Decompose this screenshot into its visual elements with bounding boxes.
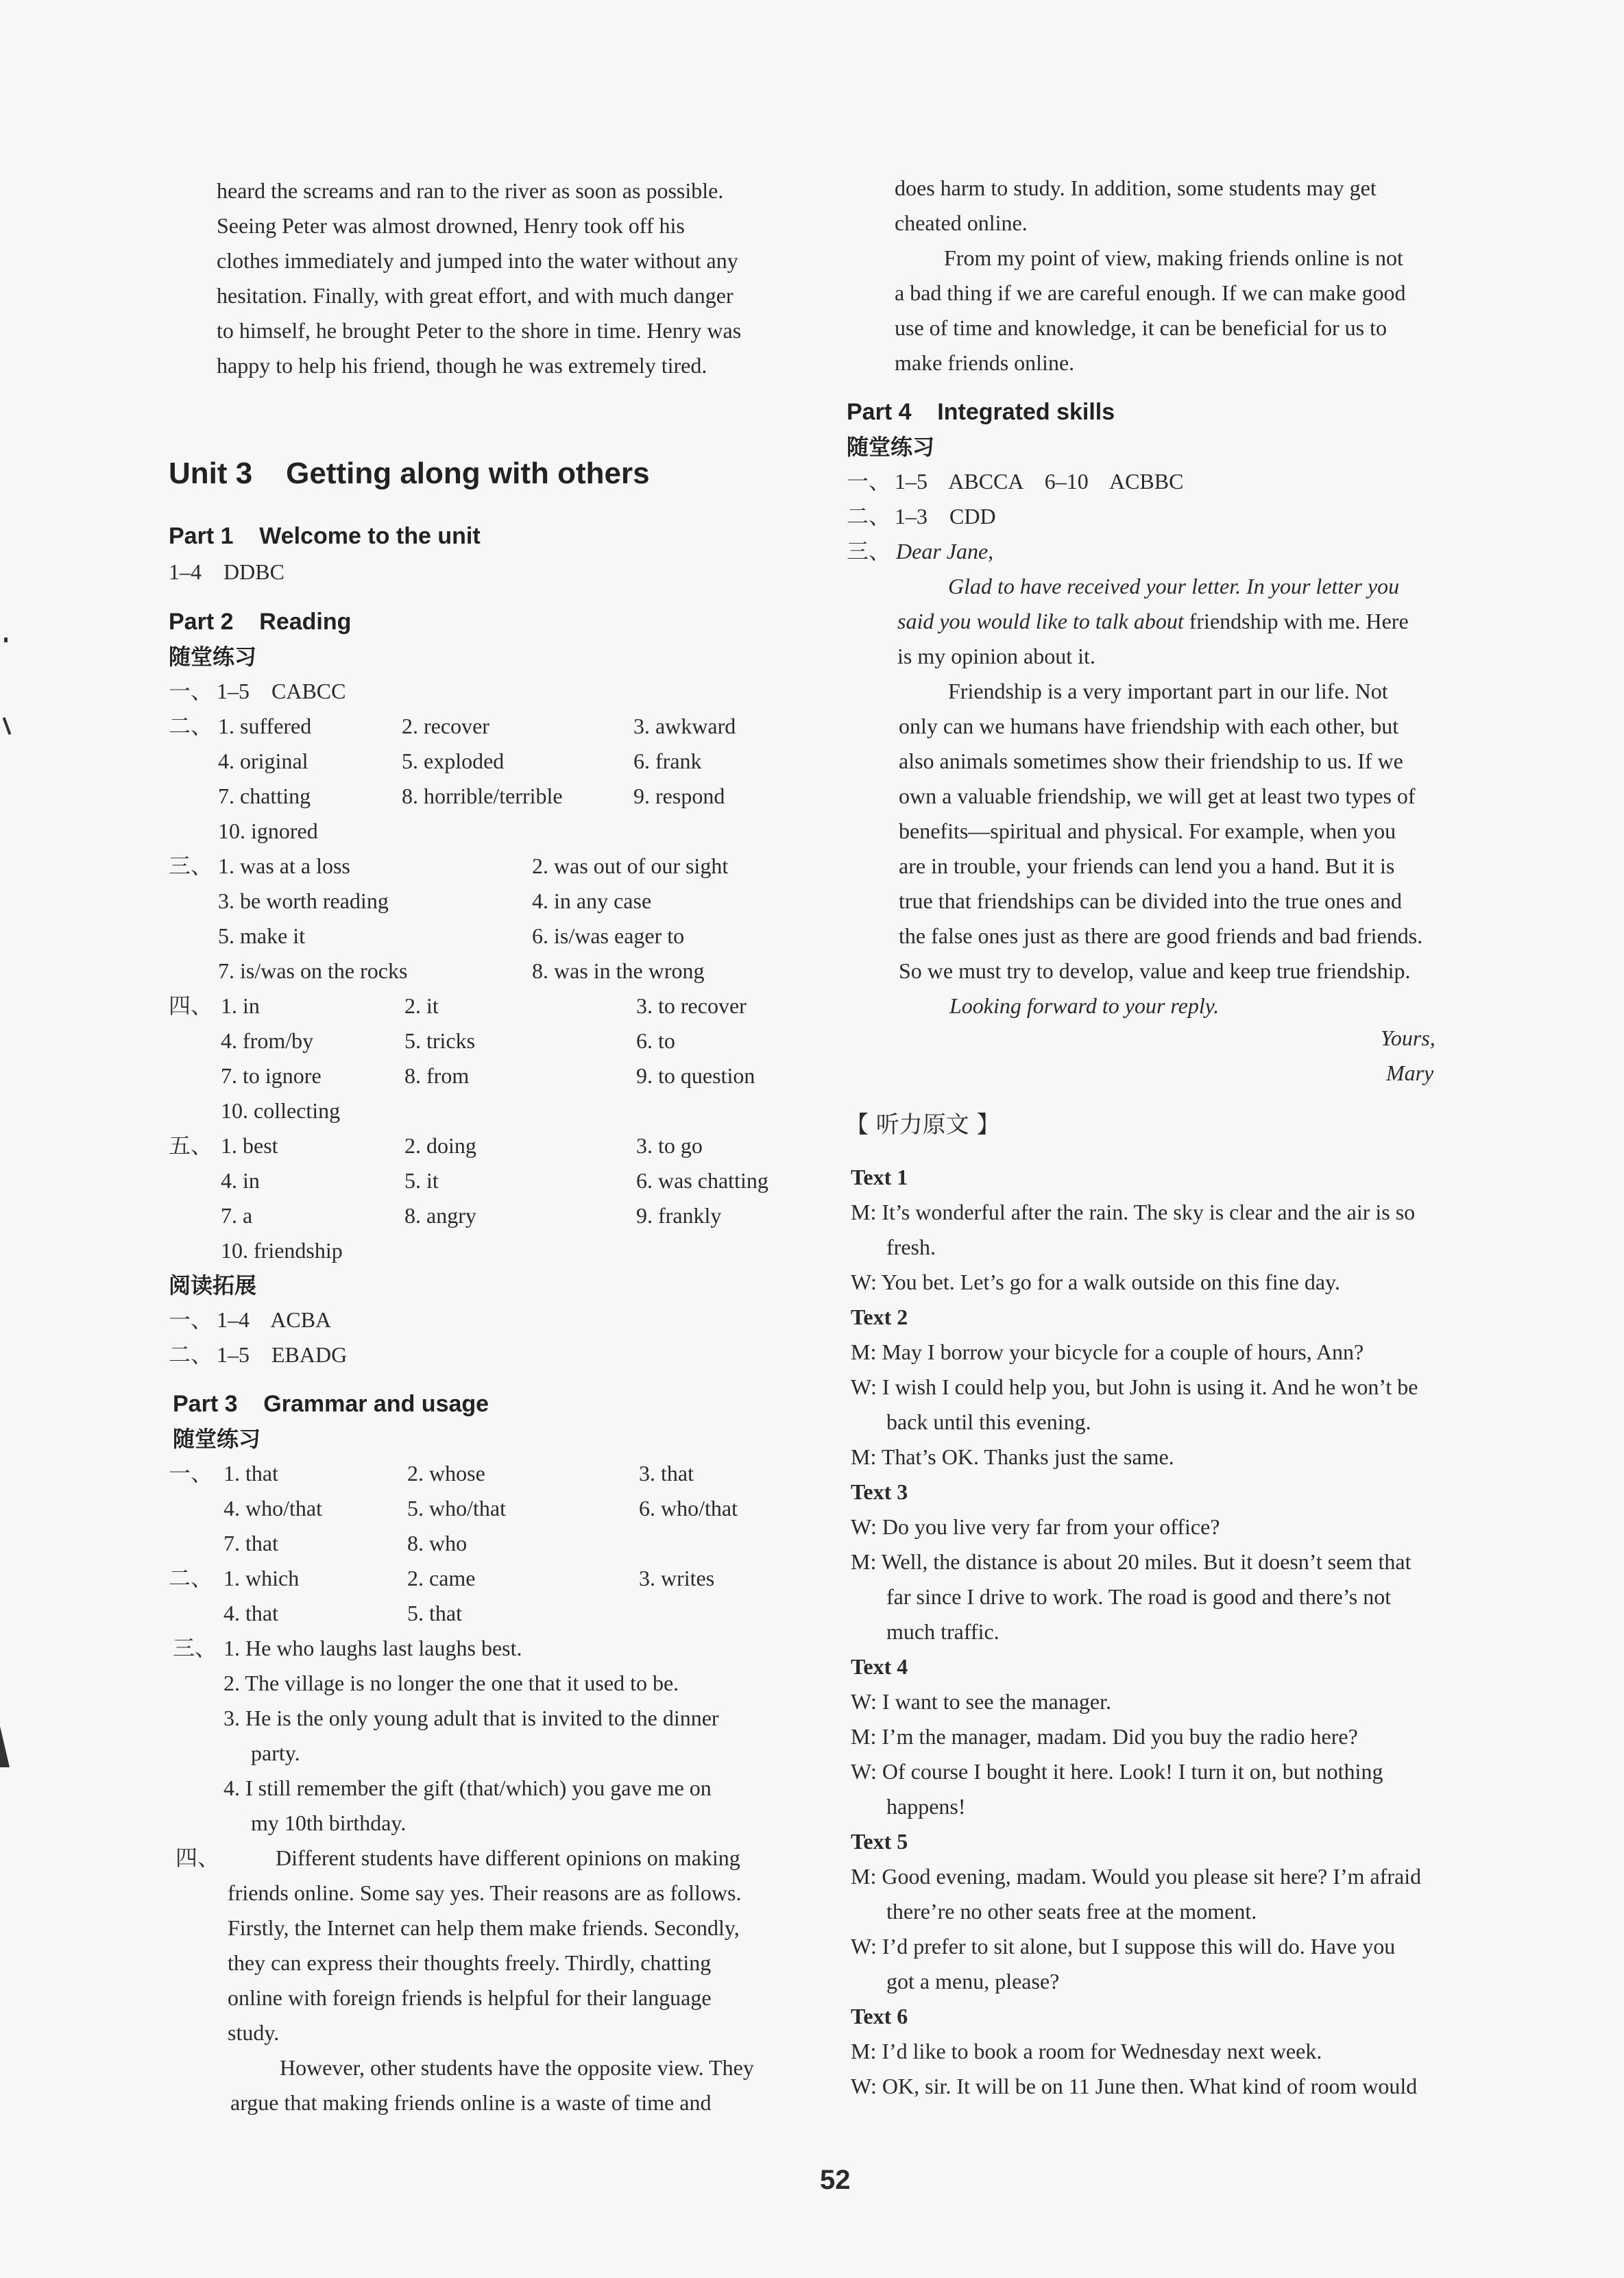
text-label: Text 3 bbox=[851, 1479, 908, 1504]
answer-item: 8. was in the wrong bbox=[532, 958, 705, 983]
section-number: 二、 bbox=[169, 1342, 213, 1368]
answer-item: 8. from bbox=[404, 1063, 470, 1088]
essay-line: they can express their thoughts freely. Thirdly, chatting bbox=[228, 1950, 712, 1975]
intro-line: clothes immediately and jumped into the water without any bbox=[217, 248, 738, 273]
letter-salutation: Dear Jane, bbox=[896, 539, 994, 564]
letter-line bbox=[897, 607, 1409, 635]
answer-item: 10. ignored bbox=[218, 819, 318, 843]
answer-line: 1–5 ABCCA 6–10 ACBBC bbox=[895, 469, 1184, 494]
letter-signoff: Yours, bbox=[1381, 1026, 1435, 1050]
letter-line: also animals sometimes show their friendship to us. If we bbox=[899, 749, 1403, 773]
sentence-line: 4. I still remember the gift (that/which) you gave me on bbox=[223, 1776, 712, 1800]
answer-item: 2. was out of our sight bbox=[532, 853, 729, 878]
answer-item: 1. that bbox=[223, 1461, 278, 1486]
answer-item: 3. to recover bbox=[636, 993, 747, 1018]
answer-item: 5. make it bbox=[218, 923, 306, 948]
text-label: Text 6 bbox=[851, 2004, 908, 2028]
section-number: 四、 bbox=[169, 993, 213, 1019]
part1-answer: 1–4 DDBC bbox=[169, 559, 284, 584]
part2-practice-heading: 随堂练习 bbox=[169, 644, 257, 670]
sentence-line: 2. The village is no longer the one that it used to be. bbox=[223, 1671, 679, 1695]
dialogue-line: there’re no other seats free at the moment. bbox=[886, 1899, 1257, 1924]
section-number: 一、 bbox=[169, 1460, 213, 1486]
text-label: Text 2 bbox=[851, 1305, 908, 1329]
essay-line: argue that making friends online is a waste of time and bbox=[230, 2090, 712, 2115]
answer-item: 6. was chatting bbox=[636, 1168, 768, 1193]
intro-line: heard the screams and ran to the river as soon as possible. bbox=[217, 178, 724, 203]
letter-signature: Mary bbox=[1386, 1061, 1434, 1085]
answer-item: 4. that bbox=[223, 1601, 278, 1625]
letter-line: is my opinion about it. bbox=[897, 644, 1095, 668]
answer-item: 3. that bbox=[639, 1461, 694, 1486]
answer-item: 3. be worth reading bbox=[218, 888, 389, 913]
letter-closing: Looking forward to your reply. bbox=[949, 993, 1220, 1018]
answer-item: 1. suffered bbox=[218, 714, 312, 738]
dialogue-line: back until this evening. bbox=[886, 1409, 1091, 1434]
text-label: Text 1 bbox=[851, 1165, 908, 1189]
answer-item: 5. it bbox=[404, 1168, 439, 1193]
section-number: 三、 bbox=[173, 1635, 217, 1661]
answer-item: 5. that bbox=[407, 1601, 462, 1625]
part3-practice-heading: 随堂练习 bbox=[173, 1426, 261, 1452]
letter-line: So we must try to develop, value and keep true friendship. bbox=[899, 958, 1411, 983]
answer-item: 2. whose bbox=[407, 1461, 485, 1486]
dialogue-line: W: Do you live very far from your office? bbox=[851, 1514, 1220, 1539]
section-number: 二、 bbox=[169, 713, 213, 739]
section-number: 四、 bbox=[175, 1845, 220, 1871]
intro-line: to himself, he brought Peter to the shore in time. Henry was bbox=[217, 318, 742, 343]
part1-title: Part 1 Welcome to the unit bbox=[169, 523, 481, 549]
essay-line: online with foreign friends is helpful for their language bbox=[228, 1985, 712, 2010]
dialogue-line: W: I want to see the manager. bbox=[851, 1689, 1111, 1714]
dialogue-line: M: Good evening, madam. Would you please sit here? I’m afraid bbox=[851, 1864, 1422, 1889]
answer-item: 2. it bbox=[404, 993, 439, 1018]
letter-line: the false ones just as there are good friends and bad friends. bbox=[899, 923, 1423, 948]
sentence-line: 1. He who laughs last laughs best. bbox=[223, 1636, 522, 1660]
section-number: 三、 bbox=[847, 538, 891, 564]
scan-mark bbox=[3, 717, 12, 735]
dialogue-line: M: I’m the manager, madam. Did you buy the radio here? bbox=[851, 1724, 1358, 1749]
section-number: 一、 bbox=[169, 1307, 213, 1333]
dialogue-line: M: May I borrow your bicycle for a couple of hours, Ann? bbox=[851, 1340, 1364, 1364]
intro-line: Seeing Peter was almost drowned, Henry took off his bbox=[217, 213, 685, 238]
essay-line: a bad thing if we are careful enough. If we can make good bbox=[895, 280, 1406, 305]
section-number: 五、 bbox=[169, 1132, 213, 1159]
answer-item: 4. from/by bbox=[221, 1028, 314, 1053]
answer-item: 10. friendship bbox=[221, 1238, 343, 1263]
unit-title: Unit 3 Getting along with others bbox=[169, 457, 650, 490]
answer-item: 5. exploded bbox=[402, 749, 505, 773]
letter-italic-phrase: said you would like to talk about bbox=[897, 609, 1184, 633]
part4-practice-heading: 随堂练习 bbox=[847, 434, 935, 460]
answer-item: 6. who/that bbox=[639, 1496, 738, 1520]
letter-line: are in trouble, your friends can lend you a hand. But it is bbox=[899, 853, 1395, 878]
letter-line: Glad to have received your letter. In your letter you bbox=[948, 574, 1400, 598]
intro-line: hesitation. Finally, with great effort, and with much danger bbox=[217, 283, 734, 308]
section-number: 三、 bbox=[169, 853, 213, 879]
dialogue-line: fresh. bbox=[886, 1235, 936, 1259]
dialogue-line: far since I drive to work. The road is good and there’s not bbox=[886, 1584, 1392, 1609]
answer-item: 6. is/was eager to bbox=[532, 923, 685, 948]
answer-item: 2. doing bbox=[404, 1133, 476, 1158]
essay-line: does harm to study. In addition, some students may get bbox=[895, 175, 1377, 200]
answer-item: 10. collecting bbox=[221, 1098, 341, 1123]
answer-item: 7. chatting bbox=[218, 784, 311, 808]
essay-line: make friends online. bbox=[895, 350, 1075, 375]
answer-item: 3. writes bbox=[639, 1566, 715, 1590]
section-number: 一、 bbox=[169, 678, 213, 704]
answer-item: 5. tricks bbox=[404, 1028, 476, 1053]
answer-line: 1–5 EBADG bbox=[217, 1342, 348, 1367]
answer-item: 9. frankly bbox=[636, 1203, 722, 1228]
section-number: 二、 bbox=[847, 503, 891, 529]
answer-item: 8. horrible/terrible bbox=[402, 784, 563, 808]
answer-item: 2. came bbox=[407, 1566, 476, 1590]
letter-line: benefits—spiritual and physical. For example, when you bbox=[899, 819, 1396, 843]
listening-heading: 【 听力原文 】 bbox=[845, 1111, 1000, 1139]
sentence-line: my 10th birthday. bbox=[251, 1810, 407, 1835]
essay-line: study. bbox=[228, 2020, 280, 2045]
answer-item: 4. who/that bbox=[223, 1496, 322, 1520]
essay-line: However, other students have the opposite view. They bbox=[280, 2055, 754, 2080]
letter-line: only can we humans have friendship with each other, but bbox=[899, 714, 1399, 738]
scan-mark bbox=[0, 1726, 10, 1767]
answer-item: 6. to bbox=[636, 1028, 675, 1053]
extension-heading: 阅读拓展 bbox=[169, 1272, 257, 1298]
letter-line: Friendship is a very important part in our life. Not bbox=[948, 679, 1388, 703]
dialogue-line: W: Of course I bought it here. Look! I turn it on, but nothing bbox=[851, 1759, 1383, 1784]
text-label: Text 5 bbox=[851, 1829, 908, 1854]
answer-item: 8. angry bbox=[404, 1203, 476, 1228]
dialogue-line: W: OK, sir. It will be on 11 June then. What kind of room would bbox=[851, 2074, 1418, 2098]
section-number: 一、 bbox=[847, 468, 891, 494]
dialogue-line: much traffic. bbox=[886, 1619, 999, 1644]
intro-line: happy to help his friend, though he was extremely tired. bbox=[217, 353, 707, 378]
essay-line: Different students have different opinions on making bbox=[276, 1845, 740, 1870]
part2-title: Part 2 Reading bbox=[169, 609, 352, 635]
dialogue-line: got a menu, please? bbox=[886, 1969, 1060, 1994]
essay-line: Firstly, the Internet can help them make friends. Secondly, bbox=[228, 1915, 740, 1940]
letter-phrase: friendship with me. Here bbox=[1183, 609, 1409, 633]
text-label: Text 4 bbox=[851, 1654, 908, 1679]
answer-item: 9. to question bbox=[636, 1063, 755, 1088]
essay-line: cheated online. bbox=[895, 210, 1028, 235]
answer-item: 3. to go bbox=[636, 1133, 703, 1158]
answer-item: 7. to ignore bbox=[221, 1063, 322, 1088]
dialogue-line: M: It’s wonderful after the rain. The sky is clear and the air is so bbox=[851, 1200, 1416, 1224]
answer-item: 7. a bbox=[221, 1203, 253, 1228]
answer-item: 1. was at a loss bbox=[218, 853, 350, 878]
page-number: 52 bbox=[820, 2165, 851, 2195]
dialogue-line: W: I wish I could help you, but John is using it. And he won’t be bbox=[851, 1374, 1418, 1399]
answer-item: 4. in bbox=[221, 1168, 260, 1193]
essay-line: use of time and knowledge, it can be beneficial for us to bbox=[895, 315, 1387, 340]
letter-line: true that friendships can be divided into the true ones and bbox=[899, 888, 1403, 913]
answer-item: 7. that bbox=[223, 1531, 278, 1555]
essay-line: friends online. Some say yes. Their reasons are as follows. bbox=[228, 1880, 742, 1905]
answer-line: 1–3 CDD bbox=[895, 504, 996, 529]
answer-item: 4. in any case bbox=[532, 888, 652, 913]
answer-item: 6. frank bbox=[633, 749, 702, 773]
dialogue-line: M: Well, the distance is about 20 miles. But it doesn’t seem that bbox=[851, 1549, 1411, 1574]
answer-item: 4. original bbox=[218, 749, 308, 773]
answer-item: 1. in bbox=[221, 993, 260, 1018]
answer-item: 9. respond bbox=[633, 784, 725, 808]
dialogue-line: happens! bbox=[886, 1794, 966, 1819]
answer-item: 2. recover bbox=[402, 714, 489, 738]
answer-item: 1. which bbox=[223, 1566, 300, 1590]
dialogue-line: M: That’s OK. Thanks just the same. bbox=[851, 1444, 1174, 1469]
part3-title: Part 3 Grammar and usage bbox=[173, 1391, 489, 1417]
answer-item: 3. awkward bbox=[633, 714, 736, 738]
part4-title: Part 4 Integrated skills bbox=[847, 399, 1115, 425]
dialogue-line: M: I’d like to book a room for Wednesday next week. bbox=[851, 2039, 1322, 2063]
answer-line: 1–5 CABCC bbox=[217, 679, 346, 703]
dialogue-line: W: I’d prefer to sit alone, but I suppose this will do. Have you bbox=[851, 1934, 1396, 1959]
answer-item: 7. is/was on the rocks bbox=[218, 958, 408, 983]
answer-line: 1–4 ACBA bbox=[217, 1307, 332, 1332]
essay-line: From my point of view, making friends online is not bbox=[944, 245, 1403, 270]
answer-item: 8. who bbox=[407, 1531, 468, 1555]
letter-line: own a valuable friendship, we will get at least two types of bbox=[899, 784, 1416, 808]
dialogue-line: W: You bet. Let’s go for a walk outside on this fine day. bbox=[851, 1270, 1340, 1294]
answer-item: 5. who/that bbox=[407, 1496, 506, 1520]
sentence-line: 3. He is the only young adult that is invited to the dinner bbox=[223, 1706, 719, 1730]
section-number: 二、 bbox=[169, 1565, 213, 1591]
sentence-line: party. bbox=[251, 1741, 300, 1765]
answer-item: 1. best bbox=[221, 1133, 278, 1158]
scan-speck bbox=[4, 638, 8, 642]
